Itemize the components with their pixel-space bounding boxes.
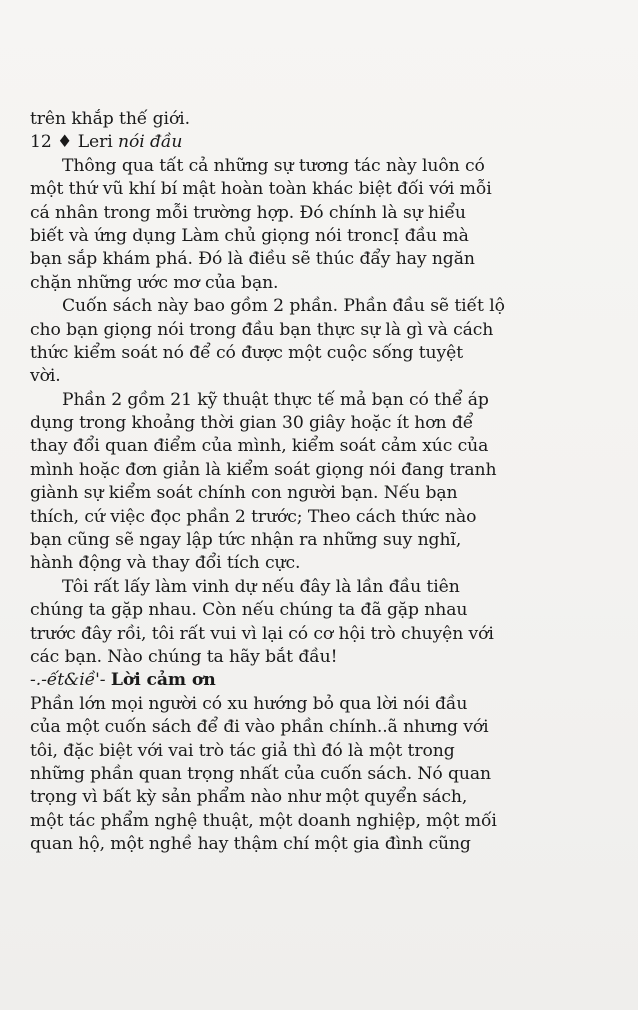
header-name: Leri <box>77 132 113 153</box>
paragraph-5 <box>30 693 620 857</box>
text-line: Thông qua tất cả những sự tương tác này luôn có <box>62 155 485 176</box>
running-header <box>30 131 620 154</box>
text-line: Cuốn sách này bao gồm 2 phần. Phần đầu sẽ tiết lộ <box>62 296 505 317</box>
text-line: những phần quan trọng nhất của cuốn sách. Nó quan <box>30 763 491 784</box>
text-line: cho bạn giọng nói trong đầu bạn thực sự là gì và cách <box>30 319 494 340</box>
text-line: bạn sắp khám phá. Đó là điều sẽ thúc đẩy hay ngăn <box>30 249 475 270</box>
text-line: bạn cũng sẽ ngay lập tức nhận ra những suy nghĩ, <box>30 530 462 551</box>
text-line: chúng ta gặp nhau. Còn nếu chúng ta đã gặp nhau <box>30 600 468 621</box>
text-line: Phần 2 gồm 21 kỹ thuật thực tế mả bạn có thể áp <box>62 389 489 410</box>
text-line: chặn những ước mơ của bạn. <box>30 272 279 293</box>
page-number: 12 <box>30 132 52 153</box>
text-line: thay đổi quan điểm của mình, kiểm soát cảm xúc của <box>30 436 489 457</box>
text-line: một tác phẩm nghệ thuật, một doanh nghiệp, một mối <box>30 810 497 831</box>
text-line: dụng trong khoảng thời gian 30 giây hoặc ít hơn để <box>30 413 474 434</box>
text-line: giành sự kiểm soát chính con người bạn. Nếu bạn <box>30 483 458 504</box>
text-line: các bạn. Nào chúng ta hãy bắt đầu! <box>30 646 338 667</box>
text-line: cá nhân trong mỗi trường hợp. Đó chính là sự hiểu <box>30 202 466 223</box>
text-line: mình hoặc đơn giản là kiểm soát giọng nói đang tranh <box>30 459 497 480</box>
text-line: thức kiểm soát nó để có được một cuộc sống tuyệt <box>30 342 464 363</box>
text-line: quan hộ, một nghề hay thậm chí một gia đình cũng <box>30 834 471 855</box>
heading-ornament: -.-ết&iề'- <box>30 670 106 691</box>
paragraph-2 <box>30 295 620 389</box>
heading-title: Lời cảm ơn <box>110 670 216 691</box>
page-text <box>30 108 620 857</box>
text-line: của một cuốn sách để đi vào phần chính..ã nhưng với <box>30 717 489 738</box>
text-line: biết và ứng dụng Làm chủ giọng nói troncỊ đầu mà <box>30 225 469 246</box>
text-line: Tôi rất lấy làm vinh dự nếu đây là lần đầu tiên <box>62 576 460 597</box>
text-line: trọng vì bất kỳ sản phẩm nào như một quyển sách, <box>30 787 468 808</box>
text-line: trước đây rồi, tôi rất vui vì lại có cơ hội trò chuyện với <box>30 623 494 644</box>
text-line: vời. <box>30 366 61 387</box>
paragraph-3 <box>30 389 620 576</box>
paragraph-1 <box>30 155 620 295</box>
header-section: nói đầu <box>118 132 183 153</box>
paragraph-4 <box>30 576 620 670</box>
text-line: hành động và thay đổi tích cực. <box>30 553 301 574</box>
text-line: thích, cứ việc đọc phần 2 trước; Theo cách thức nào <box>30 506 477 527</box>
diamond-bullet-icon: ♦ <box>57 132 73 153</box>
text-line: tôi, đặc biệt với vai trò tác giả thì đó là một trong <box>30 740 455 761</box>
text-line: một thứ vũ khí bí mật hoàn toàn khác biệt đối với mỗi <box>30 179 492 200</box>
section-heading <box>30 669 620 692</box>
text-line: Phần lớn mọi người có xu hướng bỏ qua lời nói đầu <box>30 693 468 714</box>
continuation-line: trên khắp thế giới. <box>30 109 190 129</box>
